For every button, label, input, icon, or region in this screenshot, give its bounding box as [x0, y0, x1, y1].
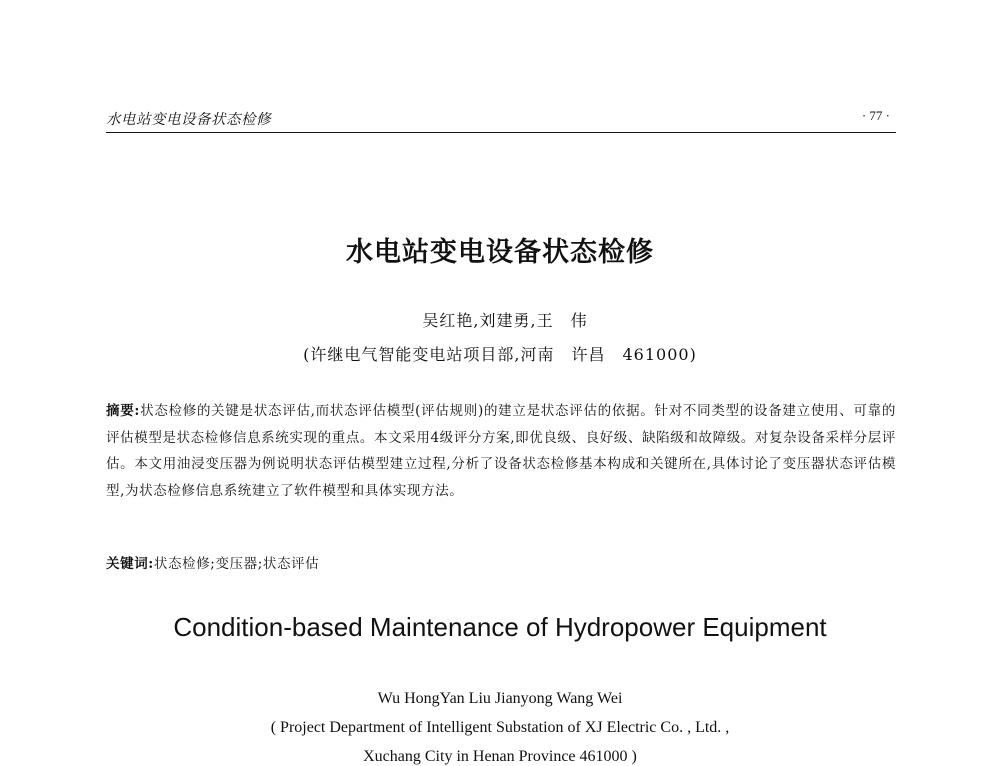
chinese-affiliation: (许继电气智能变电站项目部,河南 许昌 461000) [303, 345, 697, 364]
english-authors: Wu HongYan Liu Jianyong Wang Wei [377, 690, 623, 707]
page-number: · 77 · [861, 108, 890, 123]
abstract [106, 398, 896, 504]
keywords [106, 553, 896, 575]
chinese-title: 水电站变电设备状态检修 [346, 237, 654, 268]
english-affiliation-continued: Xuchang City in Henan Province 461000 ) [363, 748, 637, 765]
abstract-label: 摘要: [106, 403, 141, 419]
keywords-label: 关键词: [106, 556, 154, 572]
journal-name: 水电站变电设备状态检修 [106, 112, 271, 128]
keywords-text: 状态检修;变压器;状态评估 [153, 556, 320, 572]
chinese-authors: 吴红艳,刘建勇,王 伟 [422, 311, 588, 330]
english-affiliation: ( Project Department of Intelligent Substation of XJ Electric Co. , Ltd. , [270, 719, 730, 736]
abstract-text: 状态检修的关键是状态评估,而状态评估模型(评估规则)的建立是状态评估的依据。针对不同类型的设备建立使用、可靠的评估模型是状态检修信息系统实现的重点。本文采用4级评分方案,即优良级、良好级、缺陷级和故障级。对复杂设备采样分层评估。本文用油浸变压器为例说明状态评估模型建立过程,分析了设备状态检修基本构成和关键所在,具体讨论了变压器状态评估模型,为状态检修信息系统建立了软件模型和具体实现方法。 [106, 403, 896, 499]
running-header [106, 106, 896, 133]
english-title: Condition-based Maintenance of Hydropower Equipment [173, 612, 827, 642]
